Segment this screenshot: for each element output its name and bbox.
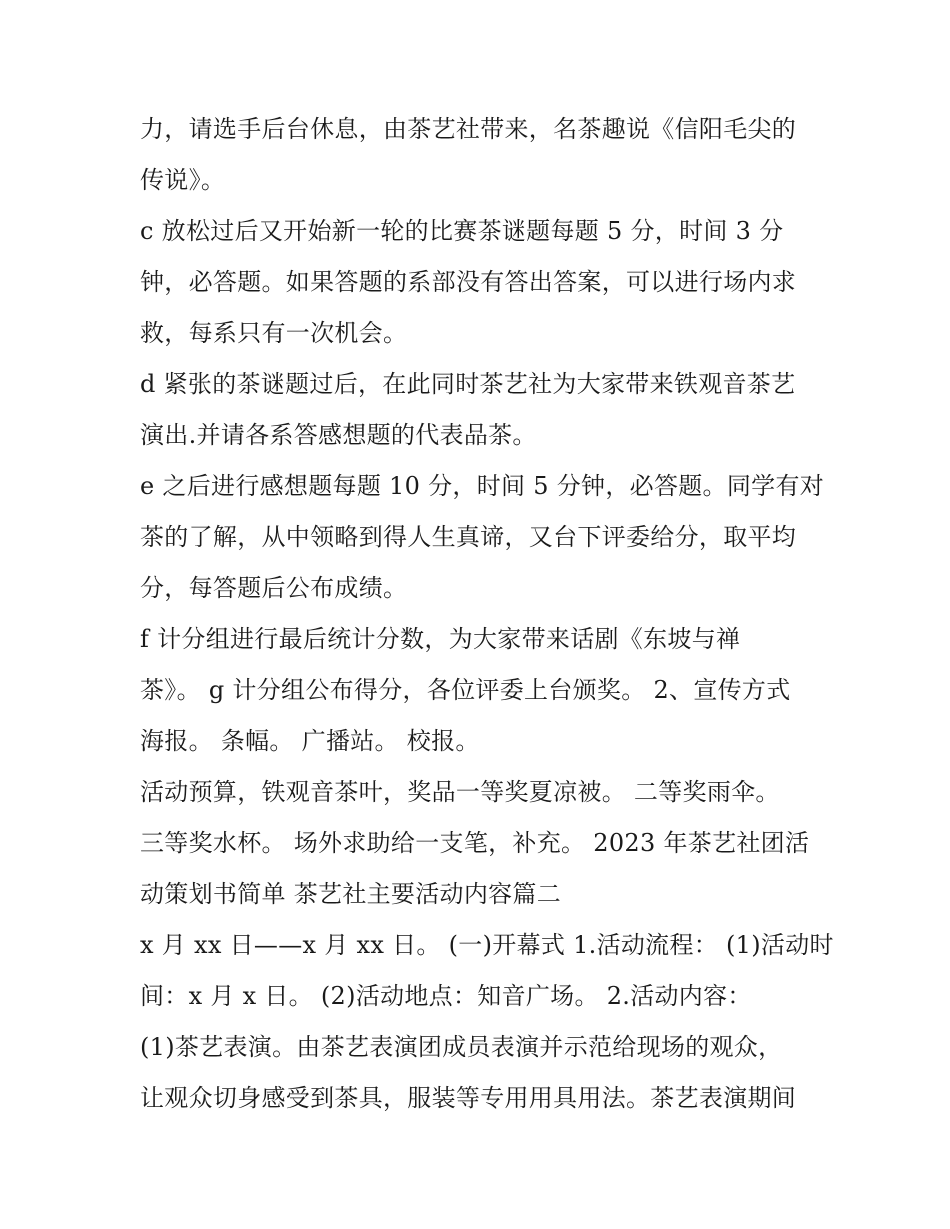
text-line-7: 演出.并请各系答感想题的代表品茶。 — [140, 421, 537, 449]
text-line-19: (1)茶艺表演。由茶艺表演团成员表演并示范给现场的观众， — [140, 1033, 783, 1061]
text-line-3: c 放松过后又开始新一轮的比赛茶谜题每题 5 分，时间 3 分 — [140, 217, 784, 245]
text-line-16: 动策划书简单 茶艺社主要活动内容篇二 — [140, 880, 562, 908]
text-line-6: d 紧张的茶谜题过后，在此同时茶艺社为大家带来铁观音茶艺 — [140, 370, 796, 398]
text-line-13: 海报。 条幅。 广播站。 校报。 — [140, 727, 480, 755]
text-line-9: 茶的了解，从中领略到得人生真谛，又台下评委给分，取平均 — [140, 523, 797, 551]
body-text — [140, 104, 834, 1124]
text-line-8: e 之后进行感想题每题 10 分，时间 5 分钟，必答题。同学有对 — [140, 472, 825, 500]
text-line-18: 间：x 月 x 日。 (2)活动地点：知音广场。 2.活动内容： — [140, 982, 752, 1010]
text-line-4: 钟，必答题。如果答题的系部没有答出答案，可以进行场内求 — [140, 268, 797, 296]
text-line-15: 三等奖水杯。 场外求助给一支笔，补充。 2023 年茶艺社团活 — [140, 829, 810, 857]
text-line-12: 茶》。 g 计分组公布得分，各位评委上台颁奖。 2、宣传方式 — [140, 676, 791, 704]
text-line-11: f 计分组进行最后统计分数，为大家带来话剧《东坡与禅 — [140, 625, 741, 653]
text-line-20: 让观众切身感受到茶具，服装等专用用具用法。茶艺表演期间 — [140, 1084, 797, 1112]
text-line-5: 救，每系只有一次机会。 — [140, 319, 408, 347]
text-line-1: 力，请选手后台休息，由茶艺社带来，名茶趣说《信阳毛尖的 — [140, 115, 797, 143]
text-line-2: 传说》。 — [140, 166, 226, 194]
text-line-14: 活动预算，铁观音茶叶，奖品一等奖夏凉被。 二等奖雨伞。 — [140, 778, 780, 806]
text-line-17: x 月 xx 日——x 月 xx 日。 (一)开幕式 1.活动流程： (1)活动时 — [140, 931, 834, 959]
text-line-10: 分，每答题后公布成绩。 — [140, 574, 408, 602]
